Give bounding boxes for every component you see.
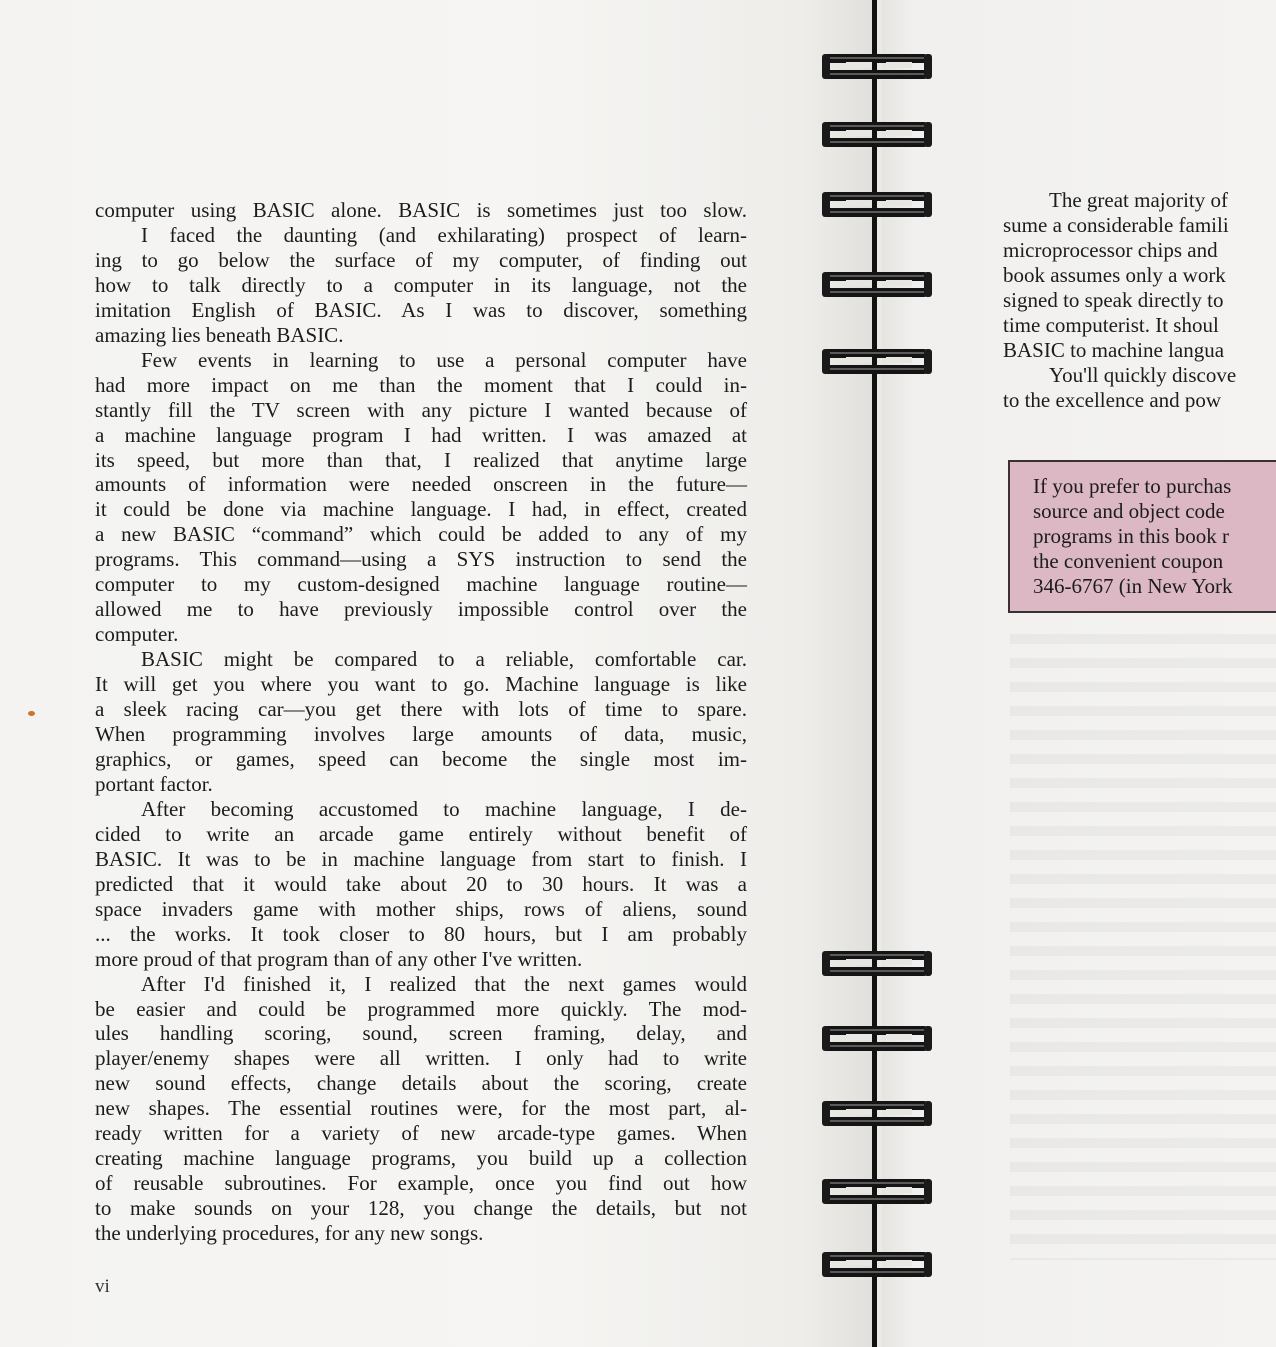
text-line: BASIC might be compared to a reliable, comfortable car.: [141, 647, 747, 672]
bleed-through-text: [1010, 620, 1276, 1260]
text-line: amazing lies beneath BASIC.: [95, 322, 344, 347]
paper-speck: [28, 711, 35, 716]
text-line: The great majority of: [1049, 188, 1229, 212]
text-line: Few events in learning to use a personal computer have: [141, 347, 747, 372]
left-page-body-text: [95, 198, 747, 1246]
text-line: player/enemy shapes were all written. I only had to write: [95, 1046, 747, 1071]
text-line: a new BASIC “command” which could be added to any of my: [95, 522, 747, 547]
text-line: creating machine language programs, you build up a collection: [95, 1146, 747, 1171]
text-line: a sleek racing car—you get there with lots of time to spare.: [95, 697, 747, 722]
text-line: how to talk directly to a computer in its language, not the: [95, 272, 747, 297]
callout-line: programs in this book r: [1033, 524, 1229, 548]
text-line: BASIC. It was to be in machine language from start to finish. I: [95, 846, 747, 871]
spiral-ring-icon: [822, 1097, 932, 1131]
text-line: ... the works. It took closer to 80 hours, but I am probably: [95, 921, 747, 946]
callout-line: source and object code: [1033, 499, 1225, 523]
text-line: computer.: [95, 622, 179, 647]
text-line: You'll quickly discove: [1049, 363, 1237, 387]
right-page-body-text: [1003, 188, 1276, 413]
text-line: amounts of information were needed onscreen in the future—: [95, 472, 747, 497]
text-line: had more impact on me than the moment that I could in-: [95, 372, 747, 397]
spiral-ring-icon: [822, 1175, 932, 1209]
callout-line: 346-6767 (in New York: [1033, 574, 1233, 598]
text-line: BASIC to machine langua: [1003, 338, 1225, 362]
text-line: computer to my custom-designed machine language routine—: [95, 572, 747, 597]
text-line: to the excellence and pow: [1003, 388, 1222, 412]
text-line: microprocessor chips and: [1003, 238, 1218, 262]
spiral-ring-icon: [822, 947, 932, 981]
text-line: time computerist. It shoul: [1003, 313, 1219, 337]
text-line: new sound effects, change details about the scoring, create: [95, 1071, 747, 1096]
text-line: It will get you where you want to go. Machine language is like: [95, 672, 747, 697]
text-line: ules handling scoring, sound, screen framing, delay, and: [95, 1021, 747, 1046]
text-line: When programming involves large amounts of data, music,: [95, 722, 747, 747]
spiral-ring-icon: [822, 188, 932, 222]
text-line: predicted that it would take about 20 to 30 hours. It was a: [95, 871, 747, 896]
text-line: sume a considerable famili: [1003, 213, 1229, 237]
text-line: cided to write an arcade game entirely without benefit of: [95, 821, 747, 846]
callout-line: If you prefer to purchas: [1033, 474, 1232, 498]
text-line: graphics, or games, speed can become the single most im-: [95, 746, 747, 771]
text-line: more proud of that program than of any other I've written.: [95, 946, 583, 971]
text-line: imitation English of BASIC. As I was to discover, something: [95, 297, 747, 322]
text-line: I faced the daunting (and exhilarating) prospect of learn-: [141, 222, 747, 247]
spiral-ring-icon: [822, 268, 932, 302]
text-line: After I'd finished it, I realized that the next games would: [141, 971, 747, 996]
text-line: of reusable subroutines. For example, once you find out how: [95, 1171, 747, 1196]
text-line: signed to speak directly to: [1003, 288, 1224, 312]
text-line: ready written for a variety of new arcade-type games. When: [95, 1121, 747, 1146]
page-number: vi: [95, 1276, 110, 1297]
spiral-ring-icon: [822, 1248, 932, 1282]
spiral-ring-icon: [822, 1022, 932, 1056]
text-line: ing to go below the surface of my computer, of finding out: [95, 247, 747, 272]
callout-line: the convenient coupon: [1033, 549, 1224, 573]
text-line: space invaders game with mother ships, rows of aliens, sound: [95, 896, 747, 921]
text-line: allowed me to have previously impossible control over the: [95, 597, 747, 622]
text-line: be easier and could be programmed more quickly. The mod-: [95, 996, 747, 1021]
text-line: it could be done via machine language. I had, in effect, created: [95, 497, 747, 522]
text-line: stantly fill the TV screen with any picture I wanted because of: [95, 397, 747, 422]
spiral-ring-icon: [822, 50, 932, 84]
text-line: book assumes only a work: [1003, 263, 1226, 287]
text-line: its speed, but more than that, I realized that anytime large: [95, 447, 747, 472]
text-line: the underlying procedures, for any new songs.: [95, 1221, 484, 1246]
text-line: programs. This command—using a SYS instruction to send the: [95, 547, 747, 572]
spiral-ring-icon: [822, 118, 932, 152]
text-line: a machine language program I had written. I was amazed at: [95, 422, 747, 447]
spiral-ring-icon: [822, 345, 932, 379]
text-line: portant factor.: [95, 771, 213, 796]
text-line: new shapes. The essential routines were, for the most part, al-: [95, 1096, 747, 1121]
text-line: to make sounds on your 128, you change the details, but not: [95, 1196, 747, 1221]
text-line: After becoming accustomed to machine language, I de-: [141, 796, 747, 821]
text-line: computer using BASIC alone. BASIC is sometimes just too slow.: [95, 198, 747, 222]
order-callout-box: [1008, 460, 1276, 613]
